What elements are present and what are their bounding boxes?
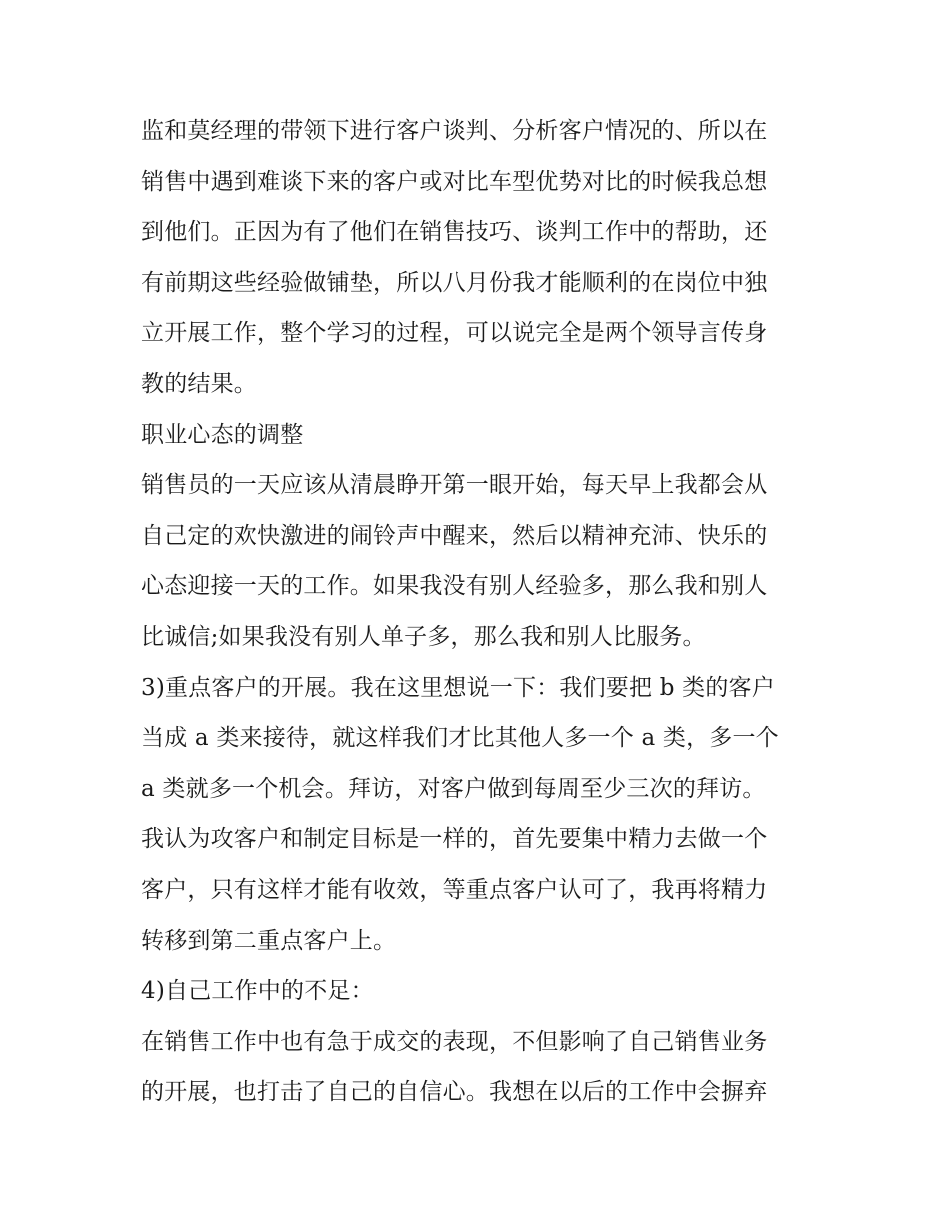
text-line: 销售员的一天应该从清晨睁开第一眼开始，每天早上我都会从 bbox=[141, 472, 768, 499]
text-line: 立开展工作，整个学习的过程，可以说完全是两个领导言传身 bbox=[141, 320, 768, 347]
section-heading: 职业心态的调整 bbox=[141, 421, 304, 448]
section-heading: 4)自己工作中的不足： bbox=[141, 978, 374, 1005]
text-line: 在销售工作中也有急于成交的表现，不但影响了自己销售业务 bbox=[141, 1028, 768, 1055]
text-line: 当成 a 类来接待，就这样我们才比其他人多一个 a 类，多一个 bbox=[141, 725, 779, 752]
text-line: 我认为攻客户和制定目标是一样的，首先要集中精力去做一个 bbox=[141, 826, 768, 853]
document-body bbox=[141, 106, 821, 1118]
text-line: 转移到第二重点客户上。 bbox=[141, 927, 397, 954]
text-line: 心态迎接一天的工作。如果我没有别人经验多，那么我和别人 bbox=[141, 573, 768, 600]
text-line: 比诚信;如果我没有别人单子多，那么我和别人比服务。 bbox=[141, 623, 706, 650]
text-line: 销售中遇到难谈下来的客户或对比车型优势对比的时候我总想 bbox=[141, 168, 768, 195]
text-line: 的开展，也打击了自己的自信心。我想在以后的工作中会摒弃 bbox=[141, 1079, 768, 1106]
text-line: 客户，只有这样才能有收效，等重点客户认可了，我再将精力 bbox=[141, 876, 768, 903]
text-line: 教的结果。 bbox=[141, 370, 257, 397]
text-line: 到他们。正因为有了他们在销售技巧、谈判工作中的帮助，还 bbox=[141, 219, 768, 246]
text-line: a 类就多一个机会。拜访，对客户做到每周至少三次的拜访。 bbox=[141, 775, 766, 802]
text-line: 自己定的欢快激进的闹铃声中醒来，然后以精神充沛、快乐的 bbox=[141, 522, 768, 549]
text-line: 监和莫经理的带领下进行客户谈判、分析客户情况的、所以在 bbox=[141, 118, 768, 144]
text-line: 3)重点客户的开展。我在这里想说一下：我们要把 b 类的客户 bbox=[141, 674, 775, 701]
text-line: 有前期这些经验做铺垫，所以八月份我才能顺利的在岗位中独 bbox=[141, 269, 768, 296]
